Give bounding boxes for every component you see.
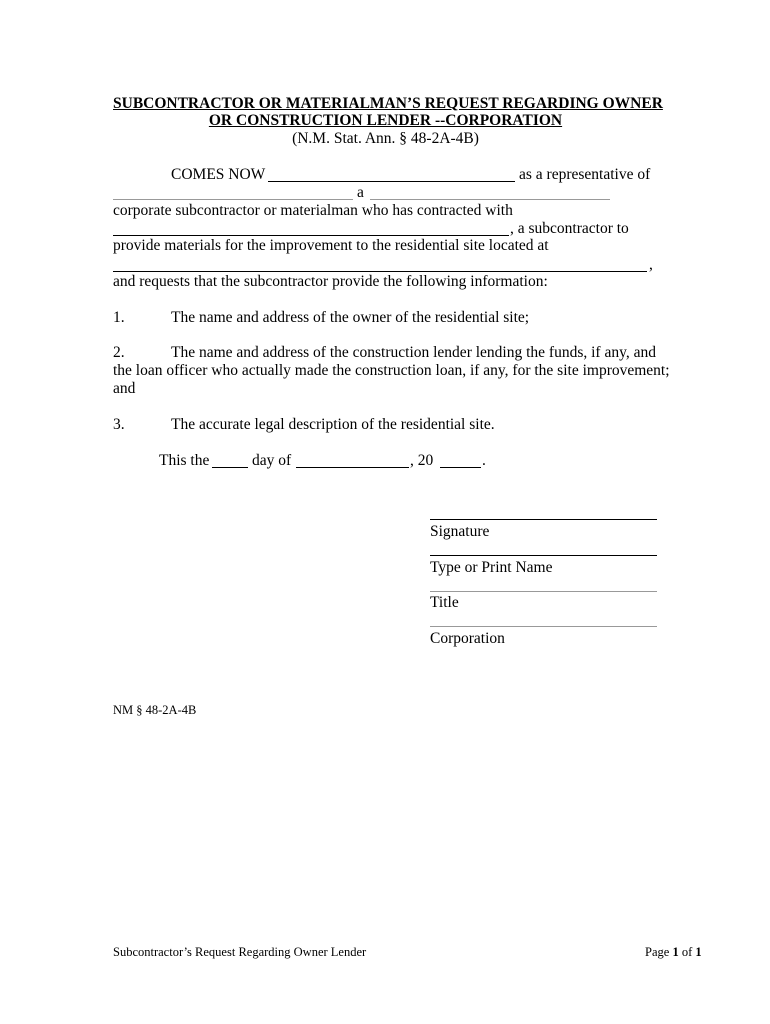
date-period: . — [482, 452, 486, 469]
corporation-line[interactable] — [430, 626, 657, 627]
corporation-name-blank[interactable] — [113, 199, 353, 200]
representative-name-blank[interactable] — [268, 181, 515, 182]
footer-page-number — [645, 945, 702, 960]
print-name-line[interactable] — [430, 555, 657, 556]
page-total: 1 — [695, 945, 702, 959]
item-1-number: 1. — [113, 309, 125, 326]
address-comma: , — [649, 256, 653, 273]
comes-now-text: COMES NOW — [171, 166, 266, 183]
of-word: of — [681, 945, 693, 959]
day-of-text: day of — [252, 452, 292, 469]
item-3-number: 3. — [113, 416, 125, 433]
item-1-text: The name and address of the owner of the residential site; — [171, 309, 530, 326]
statute-reference: NM § 48-2A-4B — [113, 703, 197, 717]
day-blank[interactable] — [212, 467, 248, 468]
site-address-blank[interactable] — [113, 271, 647, 272]
page-word: Page — [645, 945, 670, 959]
corporate-subcontractor-text: corporate subcontractor or materialman who has contracted with — [113, 202, 513, 219]
a-text: a — [357, 184, 364, 201]
year-blank[interactable] — [440, 467, 481, 468]
signature-label: Signature — [430, 523, 490, 540]
item-2-text-line-2: the loan officer who actually made the construction loan, if any, for the site improvement; — [113, 362, 670, 379]
corporation-type-blank[interactable] — [370, 199, 610, 200]
item-3-text: The accurate legal description of the residential site. — [171, 416, 495, 433]
item-2-number: 2. — [113, 344, 125, 361]
title-label: Title — [430, 594, 459, 611]
year-prefix-text: , 20 — [410, 452, 434, 469]
this-the-text: This the — [159, 452, 210, 469]
month-blank[interactable] — [296, 467, 409, 468]
contractor-name-blank[interactable] — [113, 235, 509, 236]
corporation-label: Corporation — [430, 630, 505, 647]
print-name-label: Type or Print Name — [430, 559, 553, 576]
item-2-text-line-1: The name and address of the construction lender lending the funds, if any, and — [171, 344, 656, 361]
as-representative-text: as a representative of — [519, 166, 651, 183]
document-title-line-2: OR CONSTRUCTION LENDER --CORPORATION — [208, 112, 563, 129]
page-current: 1 — [672, 945, 679, 959]
signature-line[interactable] — [430, 519, 657, 520]
subcontractor-to-text: , a subcontractor to — [510, 220, 629, 237]
title-line[interactable] — [430, 591, 657, 592]
statute-citation: (N.M. Stat. Ann. § 48-2A-4B) — [292, 130, 479, 147]
requests-text: and requests that the subcontractor provide the following information: — [113, 273, 548, 290]
item-2-text-line-3: and — [113, 380, 136, 397]
footer-document-name: Subcontractor’s Request Regarding Owner Lender — [113, 945, 367, 959]
document-title-line-1: SUBCONTRACTOR OR MATERIALMAN’S REQUEST REGARDING OWNER — [113, 95, 663, 112]
provide-materials-text: provide materials for the improvement to the residential site located at — [113, 237, 549, 254]
